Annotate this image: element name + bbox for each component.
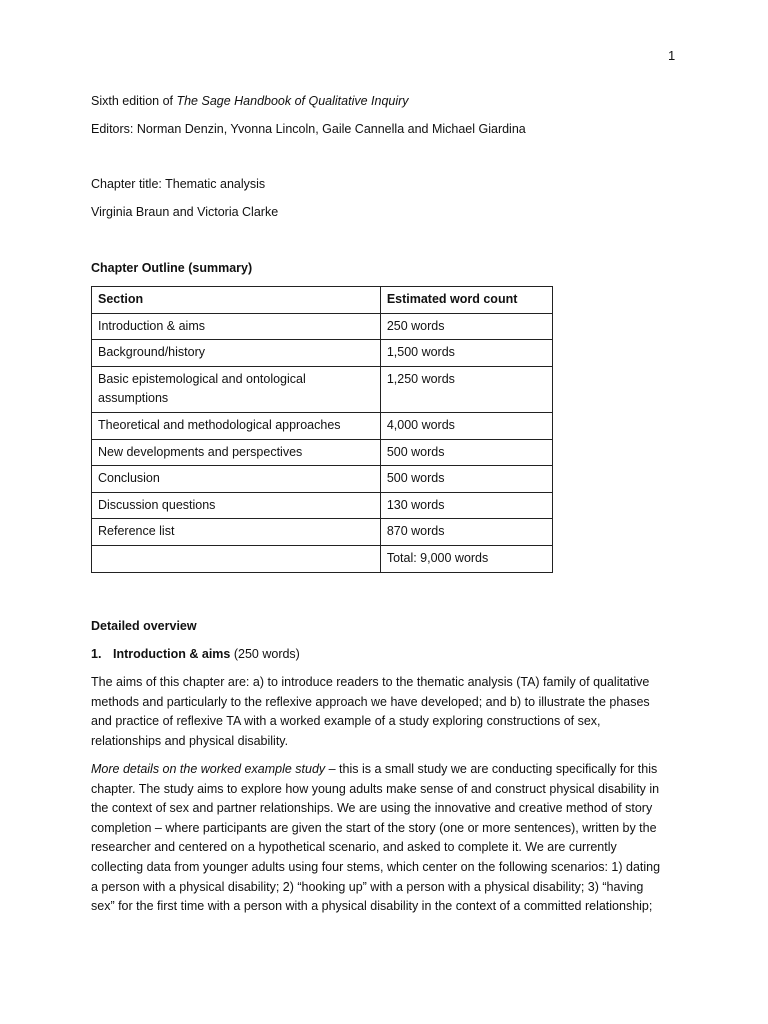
chapter-outline-table: [91, 286, 553, 573]
table-row: [92, 412, 553, 439]
table-total-row: [92, 545, 553, 572]
list-number: 1.: [91, 647, 102, 661]
column-header-section: Section: [92, 287, 381, 314]
section-cell: Introduction & aims: [92, 313, 381, 340]
section-title: Introduction & aims: [113, 647, 231, 661]
section-cell: Discussion questions: [92, 492, 381, 519]
paragraph-line: chapter. The study aims to explore how young adults make sense of and construct physical disability in: [91, 781, 660, 796]
word-count-cell: 4,000 words: [380, 412, 552, 439]
word-count-cell: 130 words: [380, 492, 552, 519]
word-count-cell: 500 words: [380, 439, 552, 466]
paragraph-line: researcher and centered on a hypothetical scenario, and asked to complete it. We are currently: [91, 840, 617, 855]
table-row: [92, 466, 553, 493]
section-cell: Theoretical and methodological approaches: [92, 412, 381, 439]
section-cell: New developments and perspectives: [92, 439, 381, 466]
editors-line: Editors: Norman Denzin, Yvonna Lincoln, Gaile Cannella and Michael Giardina: [91, 122, 526, 136]
section-cell: Conclusion: [92, 466, 381, 493]
paragraph-line: The aims of this chapter are: a) to introduce readers to the thematic analysis (TA) family of qualitative: [91, 675, 650, 689]
section-heading-intro: [91, 645, 681, 665]
section-cell-line: assumptions: [98, 391, 169, 406]
section-cell: [92, 366, 381, 412]
paragraph-line: sex” for the first time with a person with a physical disability in the context of a committed relationship;: [91, 899, 653, 914]
page-number: 1: [668, 48, 676, 63]
handbook-title: The Sage Handbook of Qualitative Inquiry: [176, 94, 409, 108]
outline-heading: Chapter Outline (summary): [91, 261, 253, 275]
table-row: [92, 519, 553, 546]
section-cell: [92, 545, 381, 572]
table-header-row: [92, 287, 553, 314]
word-count-cell: 870 words: [380, 519, 552, 546]
column-header-word-count: Estimated word count: [380, 287, 552, 314]
word-count-total-cell: Total: 9,000 words: [380, 545, 552, 572]
word-count-cell: 500 words: [380, 466, 552, 493]
paragraph-line: a person with a physical disability; 2) “hooking up” with a person with a physical disability; 3) “having: [91, 879, 644, 894]
table-row: [92, 366, 553, 412]
paragraph-line: the context of sex and partner relationships. We are using the innovative and creative method of story: [91, 801, 653, 816]
worked-example-paragraph: [91, 760, 691, 917]
chapter-authors: Virginia Braun and Victoria Clarke: [91, 205, 279, 219]
paragraph-line: completion – where participants are given the start of the story (one or more sentences), written by the: [91, 820, 657, 835]
section-cell: Reference list: [92, 519, 381, 546]
edition-prefix: Sixth edition of: [91, 94, 177, 108]
word-count-cell: 250 words: [380, 313, 552, 340]
table-row: [92, 313, 553, 340]
word-count-cell: 1,250 words: [380, 366, 552, 412]
chapter-title: Chapter title: Thematic analysis: [91, 177, 266, 191]
table-row: [92, 340, 553, 367]
paragraph-line: relationships and physical disability.: [91, 733, 289, 748]
table-row: [92, 439, 553, 466]
section-cell-line: Basic epistemological and ontological: [98, 371, 306, 386]
aims-paragraph: [91, 673, 691, 751]
details-label: More details on the worked example study: [91, 762, 326, 776]
table-row: [92, 492, 553, 519]
section-word-count: (250 words): [230, 647, 300, 661]
section-cell: Background/history: [92, 340, 381, 367]
paragraph-line: collecting data from younger adults using four stems, which center on the following scenarios: 1) dating: [91, 859, 661, 874]
word-count-cell: 1,500 words: [380, 340, 552, 367]
edition-line: [91, 92, 681, 112]
paragraph-line: [91, 760, 691, 780]
overview-heading: Detailed overview: [91, 619, 197, 633]
details-first-line: – this is a small study we are conducting specifically for this: [325, 762, 658, 776]
paragraph-line: and practice of reflexive TA with a worked example of a study exploring constructions of sex,: [91, 714, 601, 729]
paragraph-line: methods and particularly to the reflexive approach we have developed; and b) to illustrate the phases: [91, 694, 650, 709]
